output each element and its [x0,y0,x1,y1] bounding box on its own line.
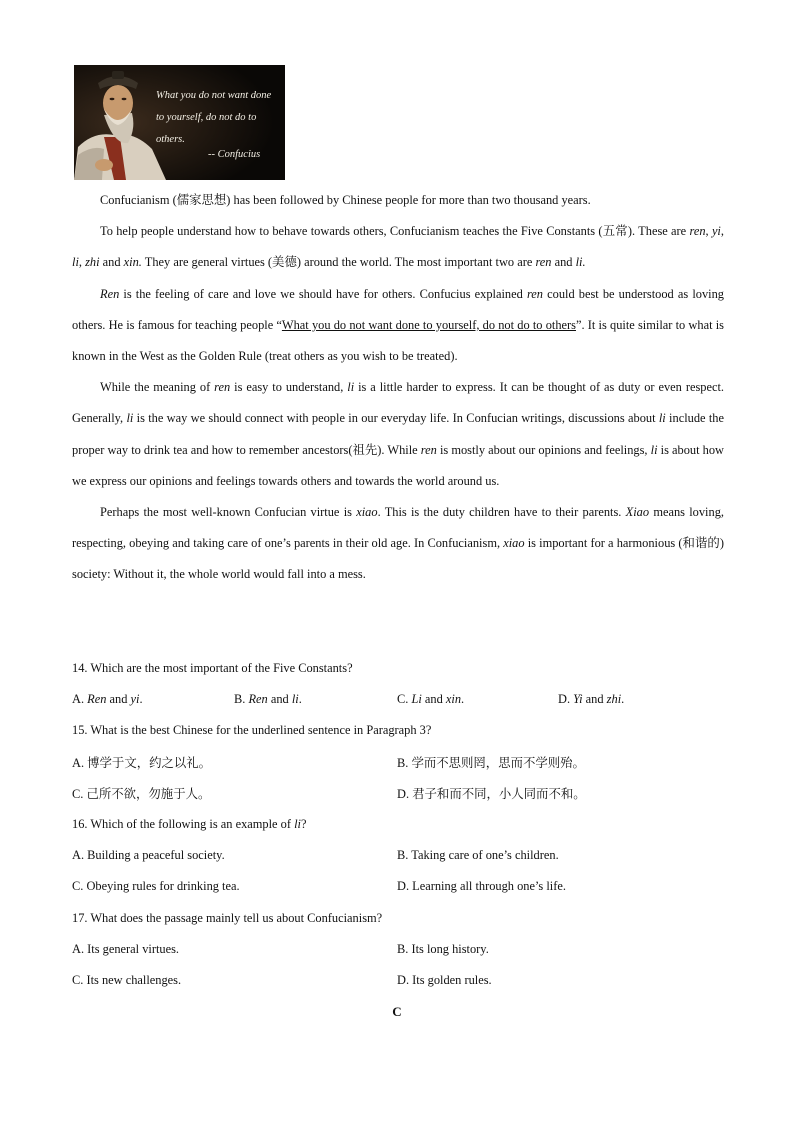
option-text: 君子和而不同，小人同而不和。 [412,785,586,801]
p3-text-b: could best be understood as loving others. He is famous for teaching people “ [72,286,724,332]
option-letter: C. [72,786,87,801]
question-15-options-row-2 [72,778,724,809]
option-term: Ren [87,692,107,707]
p3-text-c: ”. It is quite similar to what is known in the West as the Golden Rule (treat others as you wish to be treated). [72,317,724,364]
term-zhi: zhi [85,255,100,270]
p2-sep: , [705,224,712,239]
confucius-quote-image [74,65,285,180]
option-a[interactable] [72,684,143,715]
option-term: zhi [606,692,622,707]
question-stem-end: ? [300,816,307,831]
question-15-options-row-1 [72,747,724,778]
section-heading: C [392,1004,402,1019]
option-letter: A. [72,755,88,770]
term-li: li [294,816,301,831]
term-xiao: xiao [356,505,378,520]
option-d[interactable] [397,778,586,810]
option-term: Ren [248,692,268,707]
term-xin: xin. [123,255,142,270]
option-and: and [267,692,292,707]
p4-text-c: is a little harder to express. It can be thought of as duty or even respect. Generally, [72,380,724,426]
term-ren: ren [420,442,437,457]
option-and: and [106,692,131,707]
option-d[interactable] [397,965,492,996]
option-c[interactable] [72,965,181,996]
question-17-stem [72,903,724,934]
option-d[interactable] [397,871,566,902]
question-14-stem [72,653,724,684]
question-15-stem [72,715,724,746]
p2-sep: and [99,255,124,270]
option-a[interactable] [72,934,179,965]
option-end: . [461,692,465,707]
p2-sep: and [551,255,576,270]
p2-sep: , [720,224,724,239]
p4-text-d: is the way we should connect with people in our everyday life. In Confucian writings, discussions about [133,411,659,426]
p4-text-b: is easy to understand, [230,380,348,395]
option-c[interactable] [72,871,240,902]
paragraph-1 [72,185,724,216]
option-text: Building a peaceful society. [87,848,225,863]
option-letter: B. [397,755,412,770]
option-text: Its golden rules. [412,972,492,987]
p5-text-a: Perhaps the most well-known Confucian virtue is [100,505,357,520]
option-and: and [582,692,607,707]
paragraph-2 [72,216,724,278]
option-text: Obeying rules for drinking tea. [86,879,240,894]
option-end: . [139,692,143,707]
option-letter: D. [397,786,413,801]
p2-sep: , [78,255,86,270]
term-ren: ren [689,224,706,239]
option-letter: B. [234,692,249,707]
quote-line-1: What you do not want done [156,90,272,101]
option-c[interactable] [397,684,464,715]
option-letter: A. [72,848,88,863]
option-letter: D. [397,879,413,894]
option-c[interactable] [72,778,210,810]
term-xiao: xiao [503,536,525,551]
question-14-options [72,684,724,715]
p4-text-f: is mostly about our opinions and feelings, [436,442,651,457]
term-ren: ren [526,286,543,301]
question-16-options-row-1 [72,840,724,871]
question-17-options-row-1 [72,934,724,965]
option-b[interactable] [397,934,489,965]
term-yi: yi [711,224,721,239]
option-text: 己所不欲，勿施于人。 [86,785,211,801]
option-text: 博学于文，约之以礼。 [87,754,212,770]
option-term: Li [411,692,422,707]
option-text: Learning all through one’s life. [412,879,566,894]
question-stem: 14. Which are the most important of the Five Constants? [72,661,353,675]
p4-text-g: is about how we express our opinions and feelings towards others and towards the world around us. [72,442,724,488]
term-li: li [650,442,658,457]
option-b[interactable] [234,684,302,715]
term-li: li [347,380,355,395]
option-letter: C. [72,972,87,987]
option-term: Yi [573,692,583,707]
p1-text: Confucianism (儒家思想) has been followed by Chinese people for more than two thousand years. [100,193,591,207]
term-li: li [658,411,666,426]
question-stem: 17. What does the passage mainly tell us about Confucianism? [72,910,383,925]
option-and: and [421,692,446,707]
p2-text-a: To help people understand how to behave towards others, Confucianism teaches the Five Constants (五常). These are [100,224,690,239]
option-text: 学而不思则罔，思而不学则殆。 [411,754,585,770]
p4-text-e: include the proper way to drink tea and how to remember ancestors(祖先). While [72,411,724,457]
underlined-sentence: What you do not want done to yourself, do not do to others [281,317,576,332]
option-text: Its long history. [411,941,489,956]
option-term: yi [130,692,140,707]
paragraph-3 [72,279,724,373]
term-xiao: Xiao [625,505,650,520]
paragraph-5 [72,497,724,591]
option-d[interactable] [558,684,624,715]
term-ren: Ren [100,286,120,301]
option-letter: A. [72,692,88,707]
option-letter: B. [397,941,412,956]
option-end: . [621,692,625,707]
option-letter: D. [558,692,574,707]
option-term: li [291,692,299,707]
p5-text-b: . This is the duty children have to their parents. [377,505,626,520]
option-letter: C. [72,879,87,894]
p2-text-b: They are general virtues (美德) around the world. The most important two are [141,255,536,270]
question-16-stem [72,809,724,840]
option-a[interactable] [72,840,225,871]
option-letter: C. [397,692,412,707]
questions-section [72,653,724,996]
option-text: Taking care of one’s children. [411,848,559,863]
question-stem: 15. What is the best Chinese for the underlined sentence in Paragraph 3? [72,723,432,738]
term-ren: ren [535,255,552,270]
p5-text-d: is important for a harmonious (和谐的) society: Without it, the whole world would fall into a mess. [72,536,725,582]
option-text: Its new challenges. [86,972,182,987]
option-text: Its general virtues. [87,941,180,956]
option-b[interactable] [397,840,559,871]
option-end: . [298,692,302,707]
p5-text-c: means loving, respecting, obeying and taking care of one’s parents in their old age. In Confucianism, [72,505,724,551]
term-ren: ren [214,380,231,395]
option-letter: D. [397,972,413,987]
option-letter: B. [397,848,412,863]
p3-text-a: is the feeling of care and love we should have for others. Confucius explained [119,286,527,301]
term-li: li. [575,255,586,270]
quote-text [156,85,281,151]
term-li: li [72,255,79,270]
question-17-options-row-2 [72,965,724,996]
option-b[interactable] [397,747,585,779]
quote-line-2: to yourself, do not do to others. [156,112,257,145]
question-stem: 16. Which of the following is an example of [72,816,295,831]
p4-text-a: While the meaning of [100,380,215,395]
term-li: li [126,411,134,426]
paragraph-4 [72,372,724,497]
question-16-options-row-2 [72,871,724,902]
option-letter: A. [72,941,88,956]
reading-passage [72,185,724,591]
option-term: xin [445,692,462,707]
quote-attribution: -- Confucius [208,149,261,160]
option-a[interactable] [72,747,211,779]
